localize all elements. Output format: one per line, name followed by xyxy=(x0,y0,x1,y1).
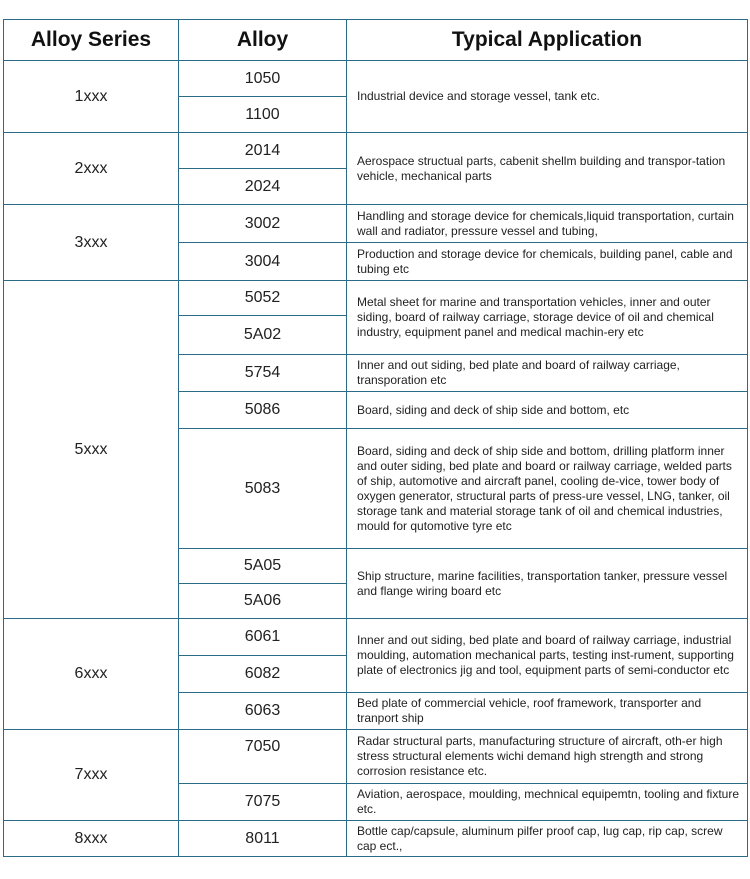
application-cell: Aerospace structual parts, cabenit shellm building and transpor-tation vehicle, mechanical parts xyxy=(347,133,748,205)
alloy-cell: 7075 xyxy=(179,784,347,821)
series-cell: 7xxx xyxy=(4,730,179,821)
application-cell: Industrial device and storage vessel, tank etc. xyxy=(347,61,748,133)
table-row xyxy=(4,619,748,656)
series-cell: 6xxx xyxy=(4,619,179,730)
alloy-cell: 8011 xyxy=(179,821,347,857)
table-row xyxy=(4,61,748,97)
application-cell: Inner and out siding, bed plate and board of railway carriage, transporation etc xyxy=(347,355,748,392)
alloy-cell: 1050 xyxy=(179,61,347,97)
application-cell: Board, siding and deck of ship side and bottom, drilling platform inner and outer siding, bed plate and board or railway carriage, welded parts of ship, automotive and aircraft panel, cooling de-vice, tower body of oxygen generator, structural parts of press-ure vessel, LNG, tanker, oil storage tank and material storage tank of oil and chemical industries, mould for qutomotive tyre etc xyxy=(347,429,748,549)
series-cell: 5xxx xyxy=(4,281,179,619)
header-series: Alloy Series xyxy=(4,20,179,61)
alloy-cell: 6082 xyxy=(179,656,347,693)
application-cell: Bed plate of commercial vehicle, roof framework, transporter and tranport ship xyxy=(347,693,748,730)
alloy-cell: 5A05 xyxy=(179,549,347,584)
table-row xyxy=(4,821,748,857)
alloy-cell: 7050 xyxy=(179,730,347,784)
application-cell: Metal sheet for marine and transportation vehicles, inner and outer siding, board of railway carriage, storage device of oil and chemical industry, equipment panel and medical machin-ery etc xyxy=(347,281,748,355)
alloy-cell: 5086 xyxy=(179,392,347,429)
application-cell: Handling and storage device for chemicals,liquid transportation, curtain wall and radiator, pressure vessel and tubing, xyxy=(347,205,748,243)
header-alloy: Alloy xyxy=(179,20,347,61)
series-cell: 8xxx xyxy=(4,821,179,857)
application-cell: Inner and out siding, bed plate and board of railway carriage, industrial moulding, automation mechanical parts, testing inst-rument, supporting plate of electronics jig and tool, equipment parts of semi-conductor etc xyxy=(347,619,748,693)
alloy-cell: 6063 xyxy=(179,693,347,730)
alloy-cell: 2014 xyxy=(179,133,347,169)
series-cell: 3xxx xyxy=(4,205,179,281)
alloy-cell: 5754 xyxy=(179,355,347,392)
application-cell: Ship structure, marine facilities, transportation tanker, pressure vessel and flange wiring board etc xyxy=(347,549,748,619)
table-row xyxy=(4,281,748,316)
alloy-cell: 2024 xyxy=(179,169,347,205)
alloy-table xyxy=(3,19,748,857)
alloy-cell: 3002 xyxy=(179,205,347,243)
application-cell: Bottle cap/capsule, aluminum pilfer proof cap, lug cap, rip cap, screw cap ect., xyxy=(347,821,748,857)
alloy-cell: 5052 xyxy=(179,281,347,316)
alloy-cell: 3004 xyxy=(179,243,347,281)
series-cell: 2xxx xyxy=(4,133,179,205)
table-row xyxy=(4,205,748,243)
alloy-cell: 1100 xyxy=(179,97,347,133)
application-cell: Board, siding and deck of ship side and bottom, etc xyxy=(347,392,748,429)
application-cell: Radar structural parts, manufacturing structure of aircraft, oth-er high stress structural elements wichi demand high strength and strong corrosion resistance etc. xyxy=(347,730,748,784)
table-row xyxy=(4,133,748,169)
header-application: Typical Application xyxy=(347,20,748,61)
header-row xyxy=(4,20,748,61)
application-cell: Aviation, aerospace, moulding, mechnical equipemtn, tooling and fixture etc. xyxy=(347,784,748,821)
alloy-cell: 5A02 xyxy=(179,316,347,355)
series-cell: 1xxx xyxy=(4,61,179,133)
table-row xyxy=(4,730,748,784)
alloy-cell: 6061 xyxy=(179,619,347,656)
alloy-cell: 5A06 xyxy=(179,584,347,619)
alloy-cell: 5083 xyxy=(179,429,347,549)
application-cell: Production and storage device for chemicals, building panel, cable and tubing etc xyxy=(347,243,748,281)
